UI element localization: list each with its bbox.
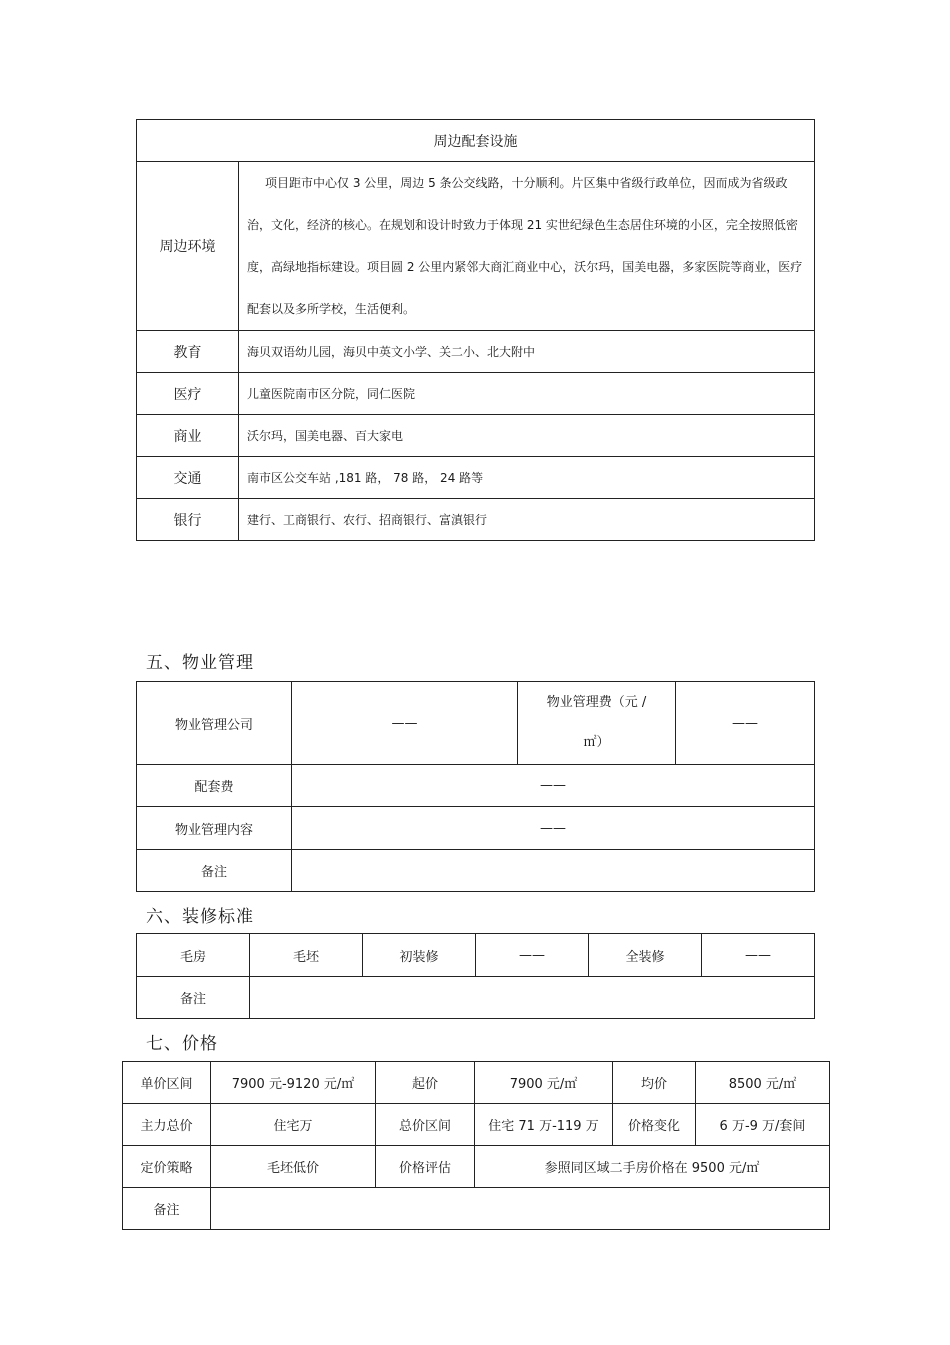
price-table [122, 1061, 830, 1230]
medical-label: 医疗 [137, 373, 239, 415]
decoration-full-label: 全装修 [589, 934, 702, 977]
facilities-table [136, 119, 815, 541]
property-company-value: —— [292, 682, 518, 765]
decoration-heading: 六、装修标准 [146, 907, 254, 927]
starting-price-label: 起价 [376, 1062, 475, 1104]
decoration-basic-label: 初装修 [363, 934, 476, 977]
facilities-title: 周边配套设施 [137, 120, 815, 162]
property-heading: 五、物业管理 [146, 653, 254, 673]
decoration-table [136, 933, 815, 1019]
decoration-remark-label: 备注 [137, 977, 250, 1019]
bank-label: 银行 [137, 499, 239, 541]
starting-price-value: 7900 元/㎡ [475, 1062, 613, 1104]
property-fee-value: —— [676, 682, 815, 765]
decoration-remark-value [250, 977, 815, 1019]
price-change-label: 价格变化 [613, 1104, 696, 1146]
unit-price-range-value: 7900 元-9120 元/㎡ [211, 1062, 376, 1104]
decoration-basic-value: —— [476, 934, 589, 977]
transport-value: 南市区公交车站 ,181 路， 78 路， 24 路等 [239, 457, 815, 499]
medical-value: 儿童医院南市区分院，同仁医院 [239, 373, 815, 415]
price-change-value: 6 万-9 万/套间 [696, 1104, 830, 1146]
commerce-label: 商业 [137, 415, 239, 457]
property-remark-value [292, 850, 815, 892]
price-assessment-label: 价格评估 [376, 1146, 475, 1188]
property-fee-label-line2: ㎡） [583, 735, 610, 750]
environment-text: 项目距市中心仅 3 公里，周边 5 条公交线路，十分顺利。片区集中省级行政单位，因而成为省级政治，文化，经济的核心。在规划和设计时致力于体现 21 实世纪绿色生态居住环境的小区，完全按照低密度，高绿地指标建设。项目圆 2 公里内紧邻大商汇商业中心，沃尔玛，国美电器，多家医院等商业，医疗配套以及多所学校，生活便利。 [239, 162, 815, 331]
property-table [136, 681, 815, 892]
price-remark-value [211, 1188, 830, 1230]
bank-value: 建行、工商银行、农行、招商银行、富滇银行 [239, 499, 815, 541]
price-remark-label: 备注 [123, 1188, 211, 1230]
unit-price-range-label: 单价区间 [123, 1062, 211, 1104]
education-value: 海贝双语幼儿园，海贝中英文小学、关二小、北大附中 [239, 331, 815, 373]
commerce-value: 沃尔玛，国美电器、百大家电 [239, 415, 815, 457]
property-remark-label: 备注 [137, 850, 292, 892]
property-fee-label [518, 682, 676, 765]
average-price-value: 8500 元/㎡ [696, 1062, 830, 1104]
transport-label: 交通 [137, 457, 239, 499]
property-content-label: 物业管理内容 [137, 807, 292, 850]
support-fee-label: 配套费 [137, 765, 292, 807]
main-total-price-value: 住宅万 [211, 1104, 376, 1146]
total-price-range-label: 总价区间 [376, 1104, 475, 1146]
average-price-label: 均价 [613, 1062, 696, 1104]
environment-label: 周边环境 [137, 162, 239, 331]
property-fee-label-line1: 物业管理费（元 / [546, 695, 647, 710]
property-company-label: 物业管理公司 [137, 682, 292, 765]
price-heading: 七、价格 [146, 1034, 218, 1054]
pricing-strategy-value: 毛坯低价 [211, 1146, 376, 1188]
support-fee-value: —— [292, 765, 815, 807]
education-label: 教育 [137, 331, 239, 373]
decoration-rough-blank: 毛坯 [250, 934, 363, 977]
property-content-value: —— [292, 807, 815, 850]
main-total-price-label: 主力总价 [123, 1104, 211, 1146]
total-price-range-value: 住宅 71 万-119 万 [475, 1104, 613, 1146]
decoration-full-value: —— [702, 934, 815, 977]
decoration-rough-house: 毛房 [137, 934, 250, 977]
price-assessment-value: 参照同区域二手房价格在 9500 元/㎡ [475, 1146, 830, 1188]
pricing-strategy-label: 定价策略 [123, 1146, 211, 1188]
